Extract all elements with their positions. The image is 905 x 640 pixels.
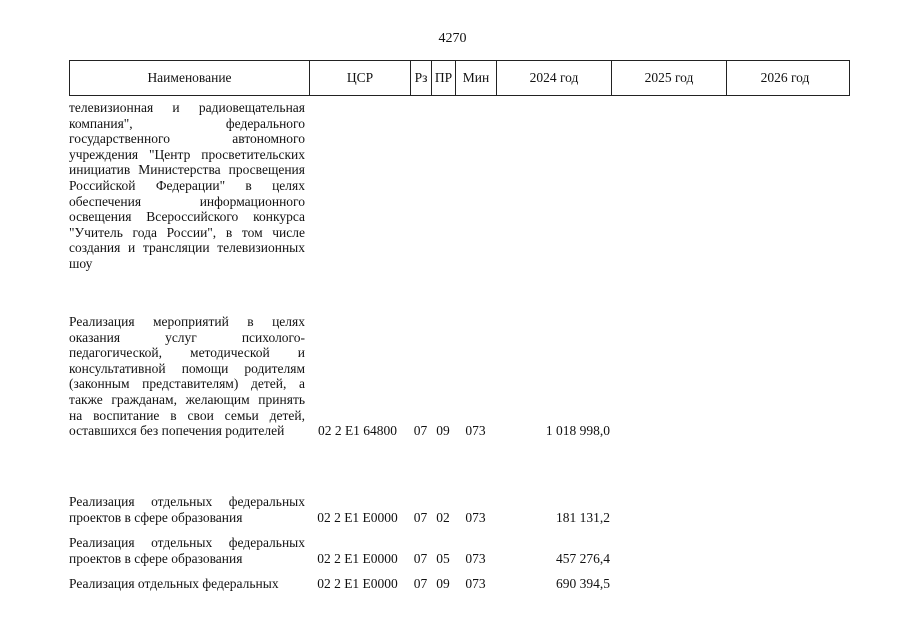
row-pr: 05 — [436, 550, 450, 566]
row-min: 073 — [465, 576, 486, 591]
row-name: Реализация отдельных федеральных проектов в сфере образования — [69, 535, 305, 566]
page-number: 4270 — [438, 31, 467, 46]
row-pr: 09 — [436, 576, 450, 591]
table-row — [69, 100, 850, 272]
row-csr: 02 2 E1 E0000 — [317, 550, 398, 566]
header-min: Мин — [456, 61, 497, 95]
row-amount-2024: 457 276,4 — [556, 550, 610, 566]
header-pr: ПР — [432, 61, 456, 95]
row-min: 073 — [465, 423, 486, 439]
table-row — [69, 494, 850, 525]
header-rz: Рз — [411, 61, 432, 95]
table-row — [69, 535, 850, 566]
row-csr: 02 2 E1 E0000 — [317, 509, 398, 525]
row-amount-2024: 1 018 998,0 — [545, 423, 610, 439]
row-csr: 02 2 E1 64800 — [317, 423, 398, 439]
row-rz: 07 — [413, 550, 428, 566]
table-row — [69, 576, 850, 592]
row-name: телевизионная и радиовещательная компания", федерального государственного автономного учреждения "Центр просветительских инициатив Министерства просвещения Российской Федерации" в целях обеспечения информационного освещения Всероссийского конкурса "Учитель года России", в том числе создания и трансляции телевизионных шоу — [69, 100, 305, 271]
header-csr: ЦСР — [310, 61, 411, 95]
row-rz: 07 — [413, 576, 428, 591]
table-row — [69, 314, 850, 439]
header-name: Наименование — [70, 61, 310, 95]
row-name: Реализация мероприятий в целях оказания услуг психолого-педагогической, методической и консультативной помощи родителям (законным представителям) детей, а также гражданам, желающим принять на воспитание в свои семьи детей, оставшихся без попечения родителей — [69, 314, 305, 439]
row-min: 073 — [465, 550, 486, 566]
row-rz: 07 — [413, 423, 428, 439]
row-pr: 09 — [436, 423, 450, 439]
row-name: Реализация отдельных федеральных — [69, 576, 279, 591]
row-name: Реализация отдельных федеральных проектов в сфере образования — [69, 494, 305, 525]
header-2026: 2026 год — [760, 70, 810, 85]
row-amount-2024: 181 131,2 — [556, 509, 610, 525]
row-rz: 07 — [413, 509, 428, 525]
header-2024: 2024 год — [497, 61, 612, 95]
table-header — [69, 60, 850, 96]
header-2025: 2025 год — [612, 61, 727, 95]
row-csr: 02 2 E1 E0000 — [317, 576, 398, 591]
row-min: 073 — [465, 509, 486, 525]
row-amount-2024: 690 394,5 — [556, 576, 610, 591]
row-pr: 02 — [436, 509, 450, 525]
